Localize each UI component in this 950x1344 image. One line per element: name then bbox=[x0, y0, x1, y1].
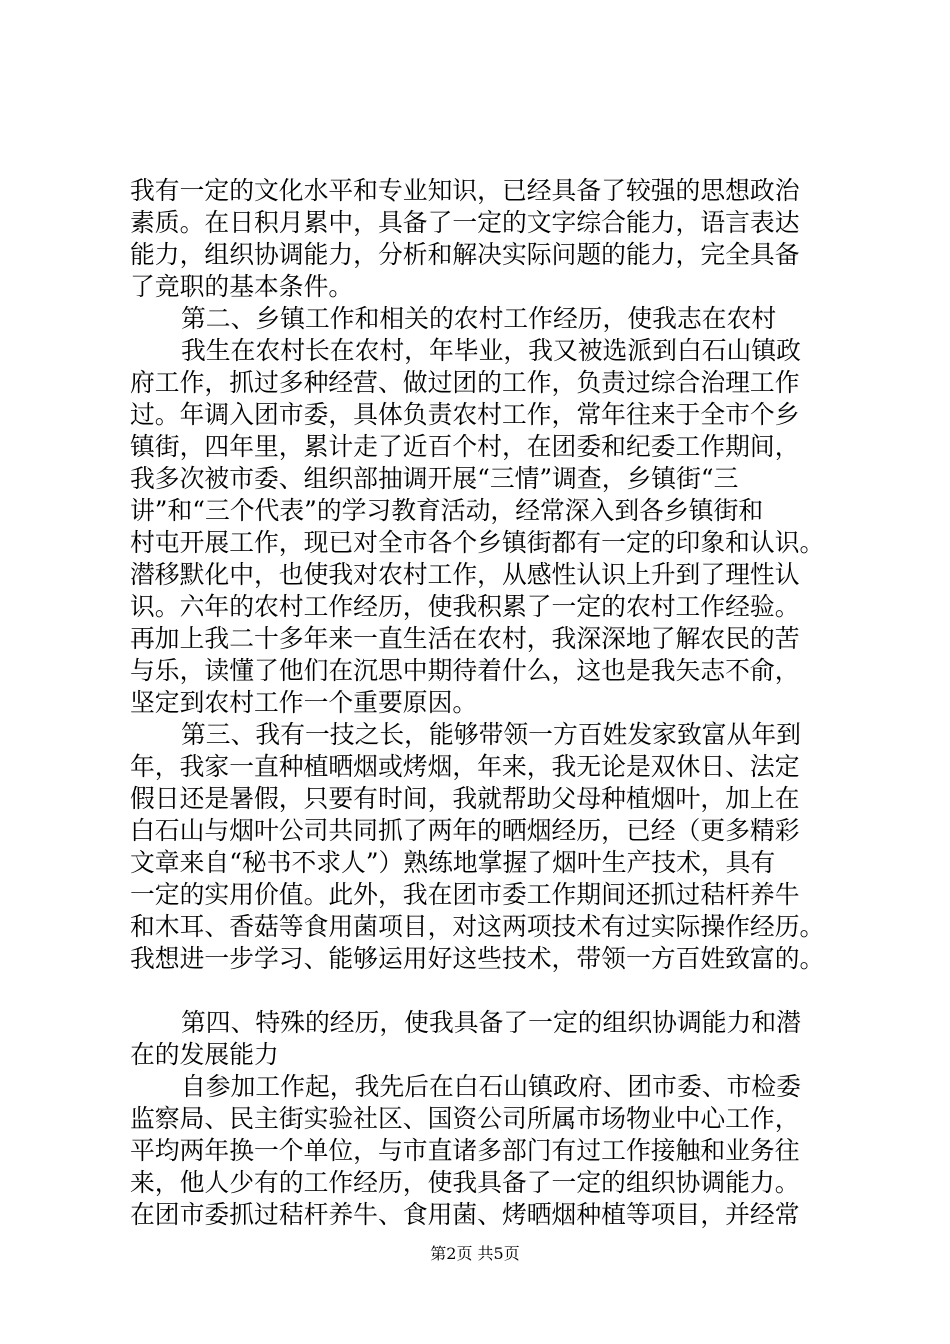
body-text-line: 在的发展能力 bbox=[130, 1040, 279, 1069]
body-text-line: 素质。在日积月累中，具备了一定的文字综合能力，语言表达 bbox=[130, 208, 800, 237]
body-text-line: 潜移默化中，也使我对农村工作，从感性认识上升到了理性认 bbox=[130, 560, 800, 589]
body-text-line: 我生在农村长在农村，年毕业，我又被选派到白石山镇政 bbox=[181, 336, 801, 365]
body-text-line: 与乐，读懂了他们在沉思中期待着什么，这也是我矢志不俞， bbox=[130, 656, 800, 685]
section-heading: 第四、特殊的经历，使我具备了一定的组织协调能力和潜 bbox=[181, 1008, 801, 1037]
body-text-line: 讲”和“三个代表”的学习教育活动，经常深入到各乡镇街和 bbox=[130, 496, 764, 525]
body-text-line: 坚定到农村工作一个重要原因。 bbox=[130, 688, 478, 717]
body-text-line: 假日还是暑假，只要有时间，我就帮助父母种植烟叶，加上在 bbox=[130, 784, 800, 813]
body-text-line: 识。六年的农村工作经历，使我积累了一定的农村工作经验。 bbox=[130, 592, 800, 621]
body-text-line: 在团市委抓过秸杆养牛、食用菌、烤晒烟种植等项目，并经常 bbox=[130, 1200, 800, 1229]
section-heading: 第三、我有一技之长，能够带领一方百姓发家致富从年到 bbox=[181, 720, 801, 749]
body-text-line: 我多次被市委、组织部抽调开展“三情”调查，乡镇街“三 bbox=[130, 464, 739, 493]
section-heading: 第二、乡镇工作和相关的农村工作经历，使我志在农村 bbox=[181, 304, 777, 333]
body-text-line: 监察局、民主街实验社区、国资公司所属市场物业中心工作， bbox=[130, 1104, 800, 1133]
body-text-line: 府工作，抓过多种经营、做过团的工作，负责过综合治理工作 bbox=[130, 368, 800, 397]
body-text-line: 文章来自“秘书不求人”）熟练地掌握了烟叶生产技术，具有 bbox=[130, 848, 776, 877]
body-text-line: 村屯开展工作，现已对全市各个乡镇街都有一定的印象和认识。 bbox=[130, 528, 825, 557]
body-text-line: 白石山与烟叶公司共同抓了两年的晒烟经历，已经（更多精彩 bbox=[130, 816, 800, 845]
body-text-line: 我想进一步学习、能够运用好这些技术，带领一方百姓致富的。 bbox=[130, 944, 825, 973]
body-text-line: 能力，组织协调能力，分析和解决实际问题的能力，完全具备 bbox=[130, 240, 800, 269]
body-text-line: 来，他人少有的工作经历，使我具备了一定的组织协调能力。 bbox=[130, 1168, 800, 1197]
body-text-line: 过。年调入团市委，具体负责农村工作，常年往来于全市个乡 bbox=[130, 400, 800, 429]
body-text-line: 再加上我二十多年来一直生活在农村，我深深地了解农民的苦 bbox=[130, 624, 800, 653]
body-text-line: 一定的实用价值。此外，我在团市委工作期间还抓过秸杆养牛 bbox=[130, 880, 800, 909]
page-number-footer: 第2页 共5页 bbox=[430, 1244, 520, 1263]
body-text-line: 年，我家一直种植晒烟或烤烟，年来，我无论是双休日、法定 bbox=[130, 752, 800, 781]
body-text-line: 自参加工作起，我先后在白石山镇政府、团市委、市检委 bbox=[181, 1072, 801, 1101]
body-text-line: 我有一定的文化水平和专业知识，已经具备了较强的思想政治 bbox=[130, 176, 800, 205]
body-text-line: 平均两年换一个单位，与市直诸多部门有过工作接触和业务往 bbox=[130, 1136, 800, 1165]
body-text-line: 和木耳、香菇等食用菌项目，对这两项技术有过实际操作经历。 bbox=[130, 912, 825, 941]
body-text-line: 镇街，四年里，累计走了近百个村，在团委和纪委工作期间， bbox=[130, 432, 800, 461]
body-text-line: 了竞职的基本条件。 bbox=[130, 272, 354, 301]
